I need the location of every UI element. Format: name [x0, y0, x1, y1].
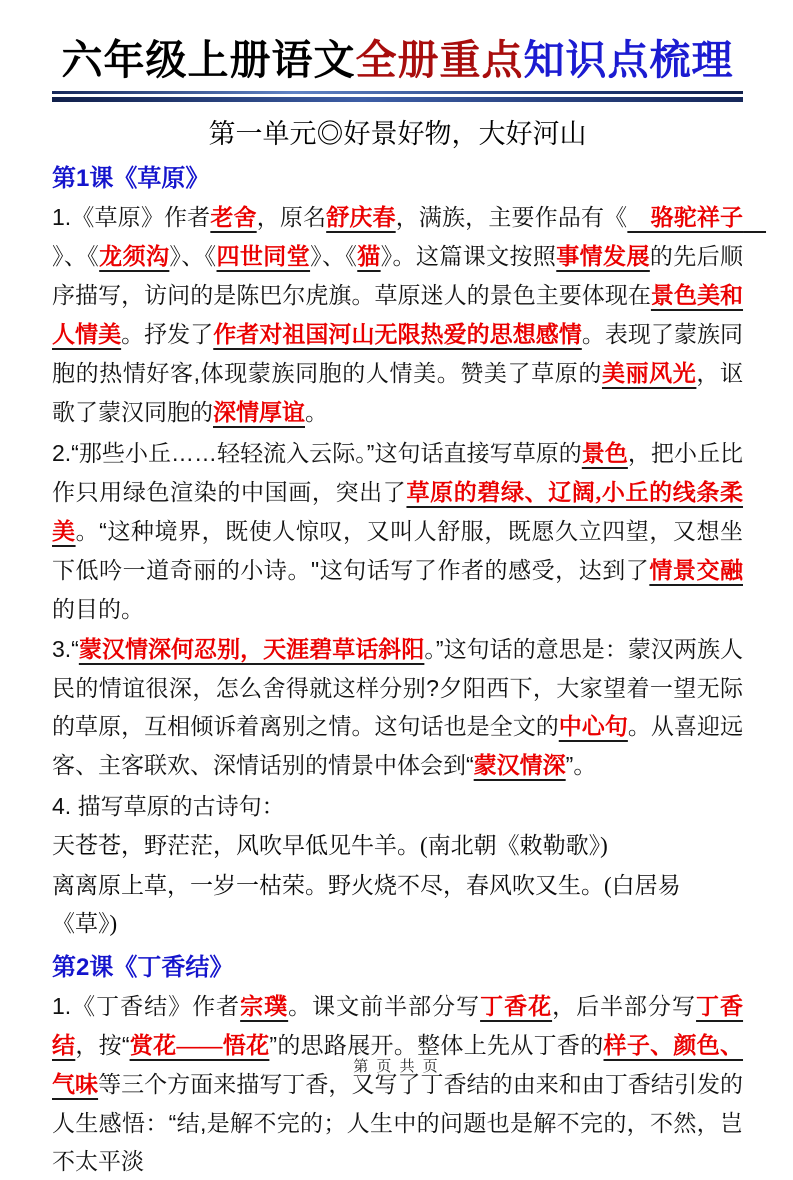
plain-text: 。	[305, 399, 328, 425]
divider-bottom-line	[52, 97, 743, 102]
emphasis-red-text: 情景交融	[649, 558, 743, 583]
plain-text: 》、《	[310, 243, 358, 269]
plain-text: ，后半部分写	[552, 993, 697, 1019]
emphasis-red-text: 老舍	[210, 205, 257, 230]
emphasis-red-text: 猫	[357, 244, 381, 269]
emphasis-red-text: 蒙汉情深何忍别，天涯碧草话斜阳	[78, 637, 425, 662]
emphasis-red-text: 中心句	[558, 714, 628, 739]
plain-text: 1.《丁香结》作者	[52, 993, 241, 1019]
plain-text: 。表现了蒙族同胞的热情好客,体现蒙族同胞的人情美。赞美了草原的	[52, 321, 744, 386]
plain-text: 》。这篇课文按照	[380, 243, 557, 269]
lesson-1-section	[52, 162, 767, 943]
poem-line-2	[52, 867, 743, 943]
title-segment-red: 全册重点	[355, 37, 524, 83]
plain-text: 的目的。	[52, 596, 144, 622]
emphasis-red-text: 作者对祖国河山无限热爱的思想感情	[213, 322, 582, 347]
plain-text: 。抒发了	[121, 321, 214, 347]
plain-text: 的先后顺序描写，访问的是陈巴尔虎旗。草原迷人的景色主要体现在	[52, 243, 743, 308]
lesson-1-point-2	[52, 434, 743, 628]
emphasis-red-text: 样子、颜色、气味	[52, 1033, 744, 1097]
plain-text: ”的思路展开。整体上先从丁香的	[269, 1032, 604, 1058]
lesson-2-point-1	[52, 987, 743, 1180]
plain-text: 3.“	[52, 636, 79, 662]
poem-line-1	[52, 827, 743, 865]
lesson-1-point-4	[52, 787, 743, 825]
title-segment-blue: 知识点梳理	[523, 37, 734, 83]
emphasis-red-text: 骆驼祥子	[627, 205, 767, 230]
emphasis-red-text: 赏花——悟花	[129, 1033, 270, 1058]
lesson-1-heading: 第1课《草原》	[52, 165, 210, 192]
plain-text: ，原名	[256, 204, 327, 230]
plain-text: 天苍苍，野茫茫，风吹早低见牛羊。(南北朝《敕勒歌》)	[52, 833, 608, 858]
plain-text: 。从喜迎远客、主客联欢、深情话别的情景中体会到“	[52, 713, 744, 778]
plain-text: ，满族，主要作品有《	[395, 204, 628, 230]
lesson-2-heading: 第2课《丁香结》	[52, 954, 234, 981]
emphasis-red-text: 龙须沟	[99, 244, 170, 269]
emphasis-red-text: 蒙汉情深	[473, 753, 566, 778]
emphasis-red-text: 四世同堂	[216, 244, 311, 269]
emphasis-red-text: 美丽风光	[601, 361, 697, 386]
emphasis-red-text: 丁香花	[480, 994, 553, 1019]
title-divider	[52, 91, 743, 102]
page-footer: 第 页 共 页	[353, 1058, 440, 1075]
emphasis-red-text: 舒庆春	[326, 205, 396, 230]
lesson-1-point-3	[52, 630, 743, 785]
plain-text: 。“这种境界，既使人惊叹，又叫人舒服，既愿久立四望，又想坐下低吟一道奇丽的小诗。"这句话写了作者的感受，达到了	[52, 518, 744, 583]
emphasis-red-text: 丁香结	[52, 994, 744, 1058]
plain-text: 离离原上草，一岁一枯荣。野火烧不尽，春风吹又生。(白居易《草》)	[52, 873, 681, 936]
plain-text: 》、《	[169, 243, 217, 269]
plain-text: ，讴歌了蒙汉同胞的	[52, 360, 744, 425]
plain-text: 1.《草原》作者	[52, 204, 211, 230]
title-segment-black: 六年级上册语文	[61, 37, 356, 83]
emphasis-red-text: 景色美和人情美	[52, 283, 744, 347]
plain-text: 等三个方面来描写丁香，又写了丁香结的由来和由丁香结引发的人生感悟：“结,是解不完的；人生中的问题也是解不完的，不然，岂不太平淡	[52, 1071, 744, 1174]
document-title	[52, 34, 743, 87]
emphasis-red-text: 景色	[581, 441, 628, 466]
plain-text: 。”这句话的意思是：蒙汉两族人民的情谊很深，怎么舍得就这样分别?夕阳西下，大家望着一望无际的草原，互相倾诉着离别之情。这句话也是全文的	[52, 636, 743, 739]
plain-text: ，按“	[75, 1032, 130, 1058]
plain-text: 。课文前半部分写	[288, 993, 481, 1019]
plain-text: 4. 描写草原的古诗句：	[52, 793, 285, 819]
lesson-1-point-1	[52, 198, 767, 432]
emphasis-red-text: 宗璞	[240, 994, 289, 1019]
emphasis-red-text: 事情发展	[556, 244, 650, 269]
unit-heading: 第一单元◎好景好物，大好河山	[208, 119, 587, 149]
plain-text: 》、《	[52, 243, 100, 269]
emphasis-red-text: 草原的碧绿、辽阔,小丘的线条柔美	[52, 480, 744, 544]
plain-text: 2.“那些小丘……轻轻流入云际。”这句话直接写草原的	[52, 440, 582, 466]
emphasis-red-text: 深情厚谊	[213, 400, 305, 425]
plain-text: ”。	[565, 752, 597, 778]
plain-text: ，把小丘比作只用绿色渲染的中国画，突出了	[52, 440, 744, 505]
